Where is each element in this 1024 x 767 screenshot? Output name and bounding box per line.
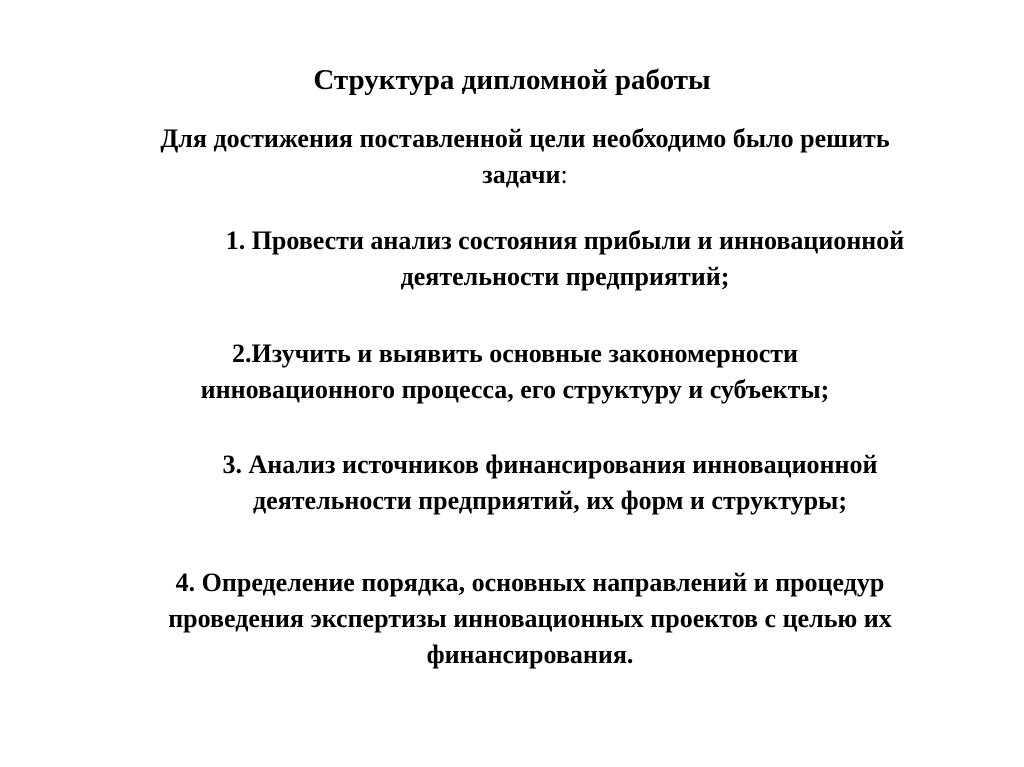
task-item-3 [150,447,950,519]
intro-colon: : [560,160,568,189]
slide-title: Структура дипломной работы [313,64,711,96]
intro-line-2 [90,157,960,193]
task-2-line-2: инновационного процесса, его структуру и субъекты; [200,375,830,404]
task-3-line-2: деятельности предприятий, их форм и структуры; [253,486,847,515]
task-item-4 [80,565,980,673]
intro-line-2-text: задачи [482,160,561,189]
task-2-line-1: 2.Изучить и выявить основные закономерности [231,339,798,368]
task-3-line-1: 3. Анализ источников финансирования инновационной [222,450,878,479]
task-item-2 [150,336,880,408]
intro-line-1: Для достижения поставленной цели необходимо было решить [160,124,890,153]
task-1-line-2: деятельности предприятий; [400,262,730,291]
task-item-1 [150,223,980,295]
task-1-line-1: 1. Провести анализ состояния прибыли и инновационной [225,226,905,255]
task-4-line-2: проведения экспертизы инновационных проектов с целью их [168,604,892,633]
task-4-line-1: 4. Определение порядка, основных направлений и процедур [175,568,885,597]
intro-paragraph [90,121,960,193]
task-4-line-3: финансирования. [426,640,634,669]
